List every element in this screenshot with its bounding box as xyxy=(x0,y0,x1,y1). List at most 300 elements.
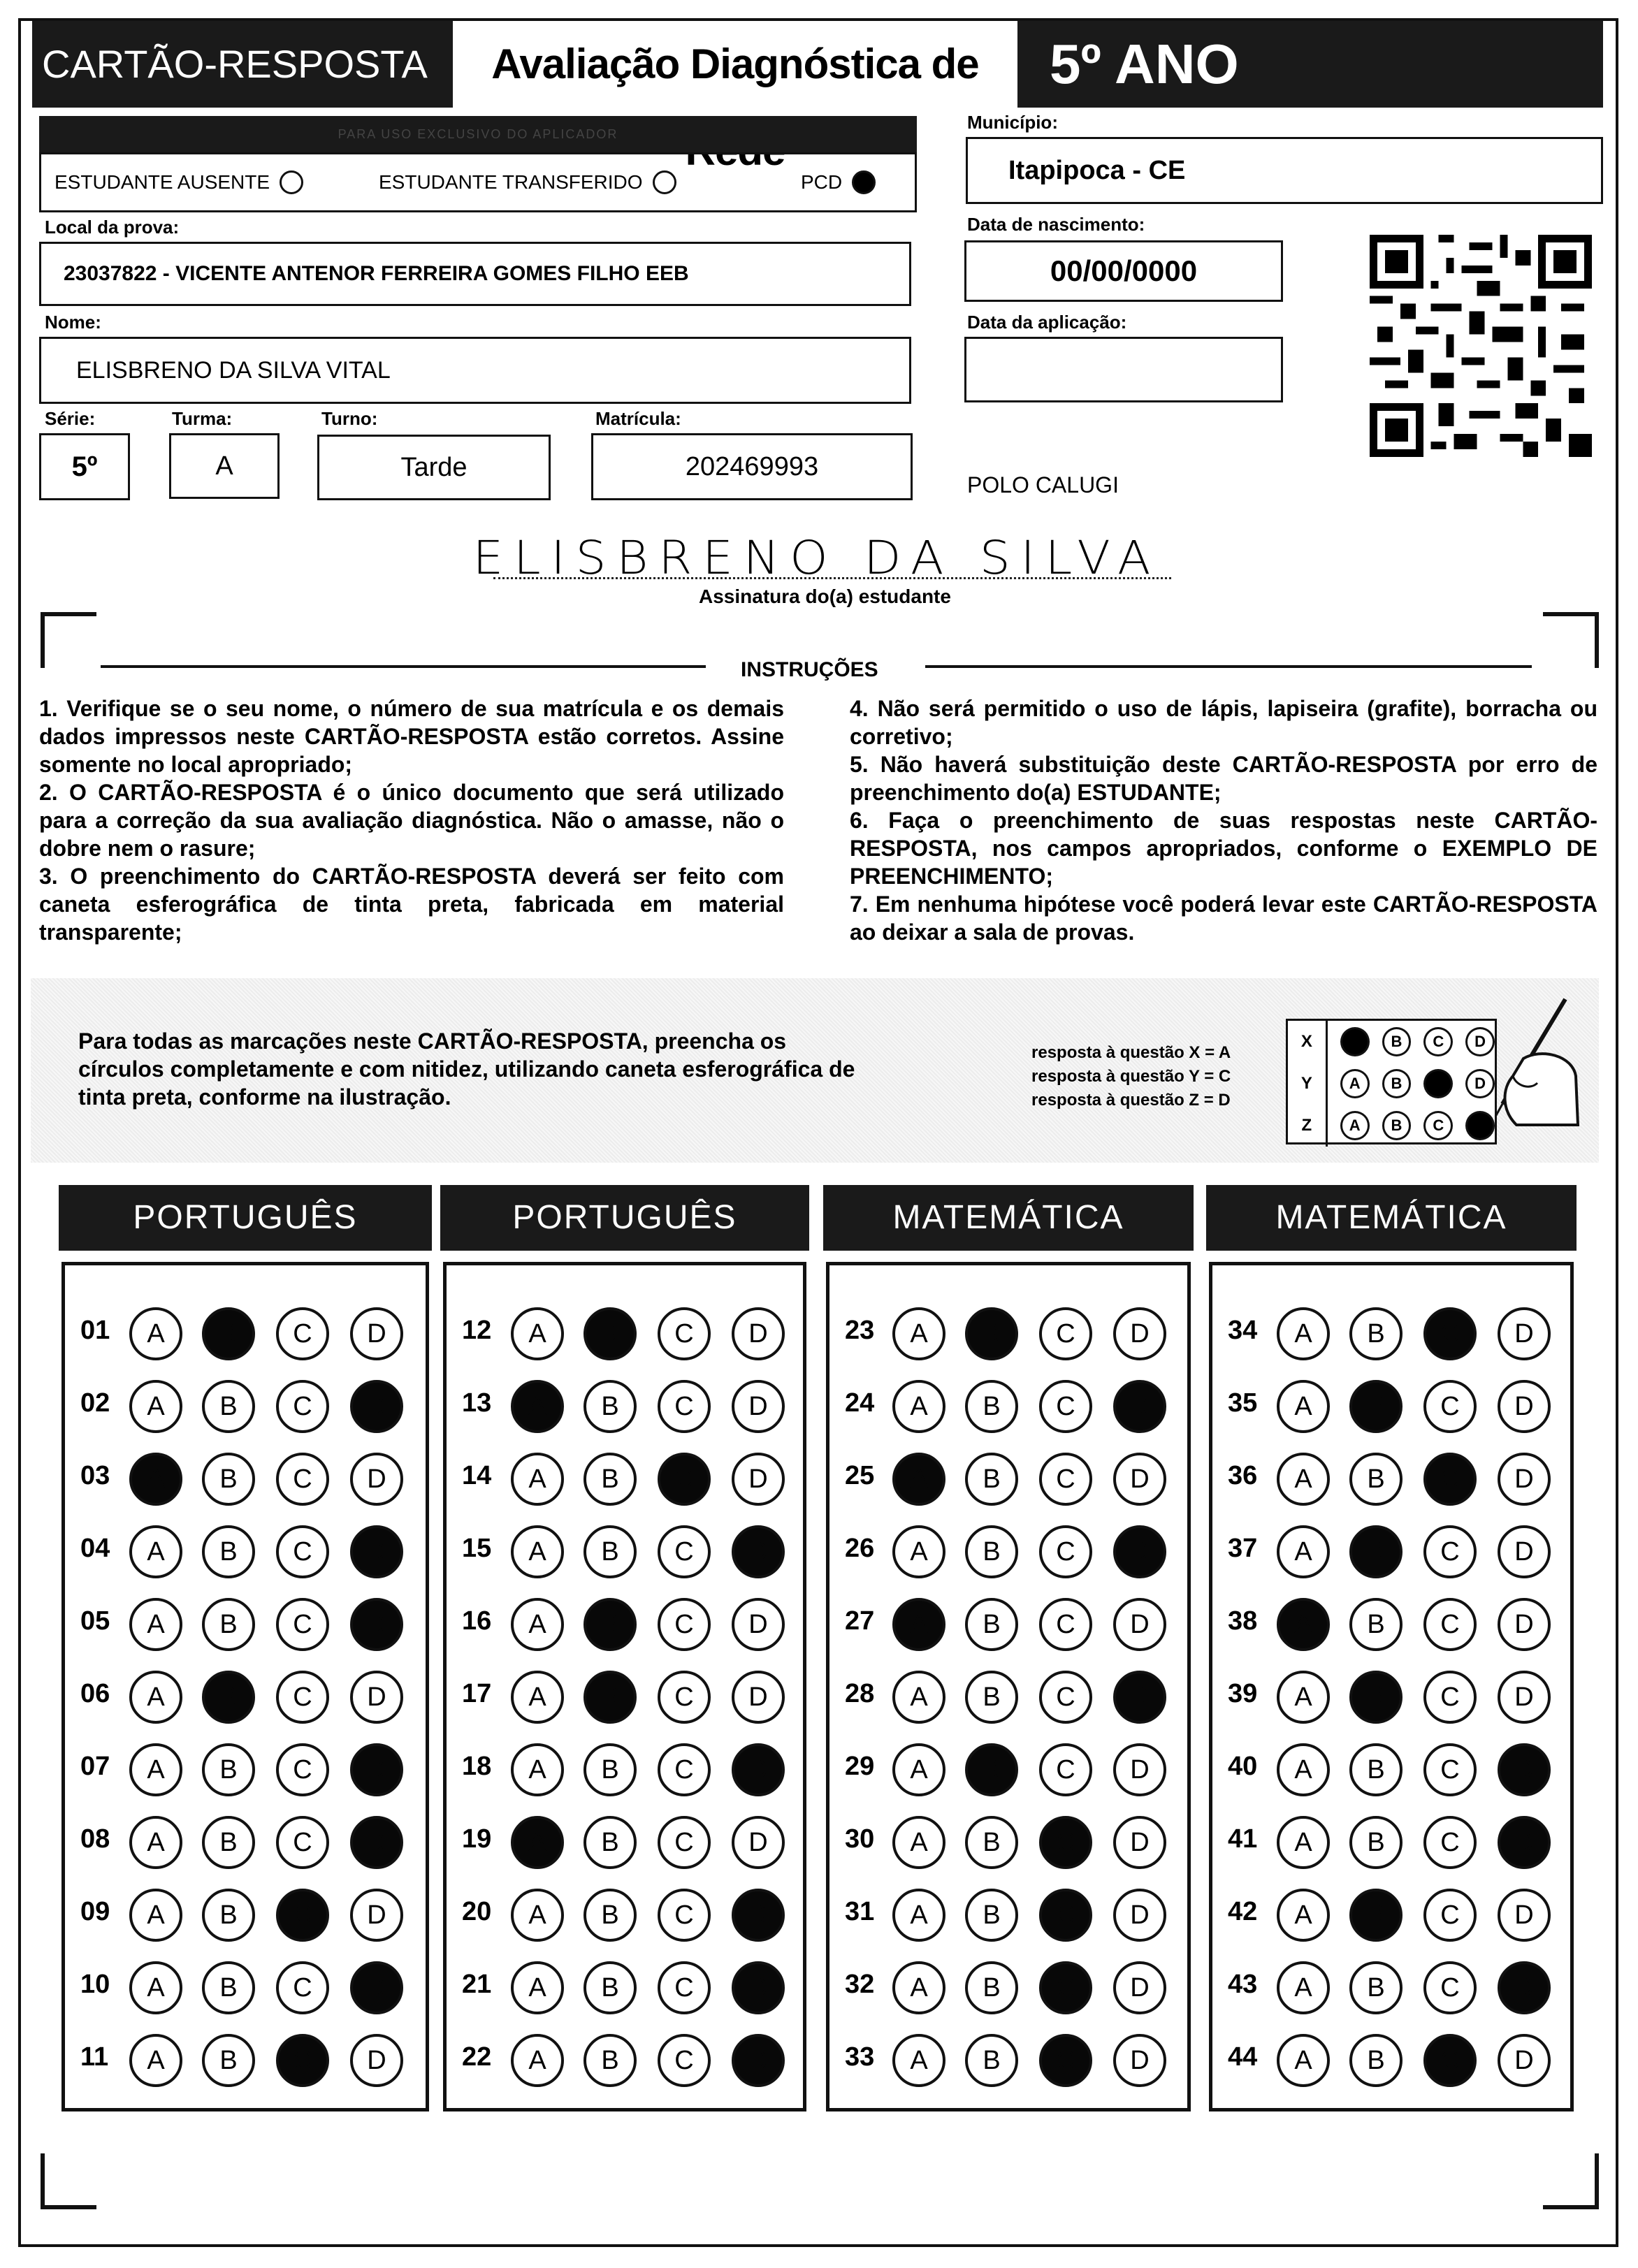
answer-bubble-d[interactable]: D xyxy=(732,1816,785,1869)
answer-bubble-a[interactable]: A xyxy=(892,1525,945,1578)
answer-bubble-b[interactable]: B xyxy=(1349,1525,1403,1578)
answer-bubble-b[interactable]: B xyxy=(1349,1453,1403,1506)
answer-bubble-b[interactable]: B xyxy=(965,2034,1018,2087)
answer-bubble-a[interactable]: A xyxy=(511,1816,564,1869)
question-number: 01 xyxy=(80,1316,110,1345)
answer-bubble-a[interactable]: A xyxy=(1277,1889,1330,1942)
instruction-item: 2. O CARTÃO-RESPOSTA é o único documento que será utilizado para a correção da sua avaliação diagnóstica. Não o amasse, não o dobre nem o rasure; xyxy=(39,780,784,861)
answer-bubble-c[interactable]: C xyxy=(658,1598,711,1651)
example-bubble-c: C xyxy=(1423,1069,1453,1098)
answer-bubble-c[interactable]: C xyxy=(276,1453,329,1506)
question-row xyxy=(1212,1808,1570,1870)
answer-bubble-a[interactable]: A xyxy=(511,2034,564,2087)
answer-box xyxy=(1209,1262,1574,2111)
aplicacao-label: Data da aplicação: xyxy=(967,312,1127,333)
answer-bubble-d[interactable]: D xyxy=(1498,1961,1551,2014)
answer-bubble-d[interactable]: D xyxy=(350,1380,403,1433)
question-row xyxy=(1212,1590,1570,1652)
answer-bubble-c[interactable]: C xyxy=(1423,1816,1477,1869)
answer-bubble-d[interactable]: D xyxy=(1498,1816,1551,1869)
answer-bubble-b[interactable]: B xyxy=(584,1380,637,1433)
answer-bubble-b[interactable]: B xyxy=(584,1453,637,1506)
question-row xyxy=(1212,2026,1570,2088)
question-row xyxy=(829,1735,1187,1798)
answer-bubble-a[interactable]: A xyxy=(892,1816,945,1869)
answer-bubble-b[interactable]: B xyxy=(1349,1380,1403,1433)
example-bubble-c: C xyxy=(1423,1027,1453,1056)
student-signature: ELISBRENO DA SILVA xyxy=(472,531,1161,585)
hand-pen-icon xyxy=(1474,992,1579,1132)
answer-bubble-a[interactable]: A xyxy=(892,1743,945,1796)
answer-bubble-a[interactable]: A xyxy=(1277,1598,1330,1651)
answer-bubble-d[interactable]: D xyxy=(1113,1743,1166,1796)
question-number: 39 xyxy=(1228,1679,1258,1708)
answer-bubble-b[interactable]: B xyxy=(1349,1671,1403,1724)
answer-bubble-c[interactable]: C xyxy=(658,1961,711,2014)
answer-bubble-c[interactable]: C xyxy=(1039,1961,1092,2014)
answer-bubble-d[interactable]: D xyxy=(732,1743,785,1796)
answer-bubble-c[interactable]: C xyxy=(1423,1671,1477,1724)
answer-bubble-a[interactable]: A xyxy=(129,1453,182,1506)
answer-bubble-d[interactable]: D xyxy=(1113,1961,1166,2014)
answer-bubble-c[interactable]: C xyxy=(658,1380,711,1433)
answer-bubble-c[interactable]: C xyxy=(658,1671,711,1724)
answer-bubble-c[interactable]: C xyxy=(276,1961,329,2014)
answer-bubble-c[interactable]: C xyxy=(1423,1307,1477,1360)
answer-bubble-d[interactable]: D xyxy=(350,1307,403,1360)
answer-bubble-c[interactable]: C xyxy=(276,1380,329,1433)
nome-value: ELISBRENO DA SILVA VITAL xyxy=(76,356,391,384)
answer-bubble-d[interactable]: D xyxy=(1113,1307,1166,1360)
question-row xyxy=(829,1444,1187,1507)
question-number: 22 xyxy=(462,2042,492,2072)
instructions-rule-left xyxy=(101,665,706,668)
question-number: 17 xyxy=(462,1679,492,1708)
answer-bubble-b[interactable]: B xyxy=(1349,1307,1403,1360)
answer-bubble-a[interactable]: A xyxy=(129,1889,182,1942)
question-number: 16 xyxy=(462,1606,492,1636)
answer-bubble-a[interactable]: A xyxy=(129,1671,182,1724)
grade-badge: 5º ANO xyxy=(1050,33,1239,95)
answer-bubble-a[interactable]: A xyxy=(511,1307,564,1360)
answer-bubble-c[interactable]: C xyxy=(1039,1671,1092,1724)
question-number: 31 xyxy=(845,1897,875,1926)
answer-bubble-d[interactable]: D xyxy=(1498,1380,1551,1433)
answer-bubble-d[interactable]: D xyxy=(350,1743,403,1796)
answer-bubble-b[interactable]: B xyxy=(202,1961,255,2014)
answer-bubble-a[interactable]: A xyxy=(511,1453,564,1506)
answer-bubble-c[interactable]: C xyxy=(1423,1525,1477,1578)
question-number: 43 xyxy=(1228,1970,1258,1999)
answer-bubble-d[interactable]: D xyxy=(350,1816,403,1869)
question-row xyxy=(65,1299,426,1362)
answer-bubble-c[interactable]: C xyxy=(276,2034,329,2087)
answer-bubble-d[interactable]: D xyxy=(732,1889,785,1942)
nome-label: Nome: xyxy=(45,312,101,333)
answer-bubble-a[interactable]: A xyxy=(892,1453,945,1506)
answer-bubble-b[interactable]: B xyxy=(202,1525,255,1578)
answer-bubble-a[interactable]: A xyxy=(129,1380,182,1433)
answer-bubble-b[interactable]: B xyxy=(584,1525,637,1578)
serie-label: Série: xyxy=(45,408,96,429)
answer-bubble-c[interactable]: C xyxy=(1039,1525,1092,1578)
transferred-radio[interactable] xyxy=(653,170,676,194)
question-row xyxy=(65,1372,426,1434)
answer-bubble-a[interactable]: A xyxy=(1277,1671,1330,1724)
question-number: 27 xyxy=(845,1606,875,1636)
status-pcd[interactable] xyxy=(801,170,876,194)
answer-bubble-b[interactable]: B xyxy=(1349,1889,1403,1942)
question-number: 08 xyxy=(80,1824,110,1854)
question-number: 21 xyxy=(462,1970,492,1999)
question-number: 20 xyxy=(462,1897,492,1926)
question-number: 30 xyxy=(845,1824,875,1854)
answer-bubble-b[interactable]: B xyxy=(202,1453,255,1506)
answer-bubble-b[interactable]: B xyxy=(1349,1961,1403,2014)
instructions-title: INSTRUÇÕES xyxy=(741,658,878,681)
answer-bubble-b[interactable]: B xyxy=(584,1961,637,2014)
answer-bubble-b[interactable]: B xyxy=(965,1889,1018,1942)
answer-bubble-a[interactable]: A xyxy=(129,1307,182,1360)
answer-bubble-c[interactable]: C xyxy=(1039,2034,1092,2087)
exam-title: Avaliação Diagnóstica de xyxy=(453,21,1017,108)
answer-bubble-b[interactable]: B xyxy=(965,1743,1018,1796)
answer-bubble-a[interactable]: A xyxy=(511,1671,564,1724)
question-row xyxy=(447,1444,803,1507)
answer-bubble-c[interactable]: C xyxy=(1039,1598,1092,1651)
turno-value: Tarde xyxy=(400,452,468,482)
answer-bubble-d[interactable]: D xyxy=(1498,1525,1551,1578)
answer-bubble-d[interactable]: D xyxy=(1498,1453,1551,1506)
answer-bubble-d[interactable]: D xyxy=(1113,1380,1166,1433)
question-row xyxy=(65,1880,426,1943)
answer-bubble-a[interactable]: A xyxy=(129,1525,182,1578)
answer-bubble-d[interactable]: D xyxy=(732,2034,785,2087)
answer-bubble-b[interactable]: B xyxy=(202,1671,255,1724)
question-number: 10 xyxy=(80,1970,110,1999)
answer-bubble-b[interactable]: B xyxy=(965,1816,1018,1869)
answer-bubble-d[interactable]: D xyxy=(1498,1889,1551,1942)
example-bubble-d: D xyxy=(1465,1027,1495,1056)
answer-bubble-d[interactable]: D xyxy=(1498,1598,1551,1651)
question-number: 33 xyxy=(845,2042,875,2072)
example-bubble-b: B xyxy=(1382,1069,1412,1098)
answer-bubble-b[interactable]: B xyxy=(202,1307,255,1360)
answer-bubble-b[interactable]: B xyxy=(584,1671,637,1724)
answer-bubble-d[interactable]: D xyxy=(1113,1525,1166,1578)
answer-bubble-b[interactable]: B xyxy=(584,1889,637,1942)
answer-bubble-d[interactable]: D xyxy=(732,1525,785,1578)
answer-bubble-a[interactable]: A xyxy=(129,1743,182,1796)
answer-bubble-c[interactable]: C xyxy=(658,1816,711,1869)
question-row xyxy=(1212,1372,1570,1434)
question-row xyxy=(829,1299,1187,1362)
answer-bubble-b[interactable]: B xyxy=(584,1307,637,1360)
answer-bubble-d[interactable]: D xyxy=(732,1453,785,1506)
answer-bubble-d[interactable]: D xyxy=(1113,1598,1166,1651)
answer-bubble-a[interactable]: A xyxy=(892,1307,945,1360)
answer-bubble-c[interactable]: C xyxy=(276,1671,329,1724)
answer-bubble-c[interactable]: C xyxy=(276,1743,329,1796)
answer-bubble-c[interactable]: C xyxy=(276,1525,329,1578)
answer-bubble-a[interactable]: A xyxy=(1277,2034,1330,2087)
answer-bubble-b[interactable]: B xyxy=(965,1525,1018,1578)
question-row xyxy=(829,1880,1187,1943)
answer-bubble-b[interactable]: B xyxy=(202,2034,255,2087)
legend-line: resposta à questão Z = D xyxy=(1031,1091,1231,1110)
answer-bubble-a[interactable]: A xyxy=(892,1889,945,1942)
answer-bubble-c[interactable]: C xyxy=(1423,1743,1477,1796)
matricula-value: 202469993 xyxy=(685,451,819,481)
subject-header: PORTUGUÊS xyxy=(59,1185,432,1251)
answer-bubble-b[interactable]: B xyxy=(1349,1743,1403,1796)
answer-bubble-c[interactable]: C xyxy=(1423,2034,1477,2087)
answer-bubble-a[interactable]: A xyxy=(511,1961,564,2014)
answer-bubble-d[interactable]: D xyxy=(732,1598,785,1651)
answer-bubble-b[interactable]: B xyxy=(965,1380,1018,1433)
answer-bubble-b[interactable]: B xyxy=(584,1816,637,1869)
answer-bubble-c[interactable]: C xyxy=(276,1816,329,1869)
question-row xyxy=(1212,1517,1570,1580)
question-number: 40 xyxy=(1228,1752,1258,1781)
answer-bubble-d[interactable]: D xyxy=(1498,1743,1551,1796)
answer-bubble-d[interactable]: D xyxy=(1113,2034,1166,2087)
instruction-item: 3. O preenchimento do CARTÃO-RESPOSTA deverá ser feito com caneta esferográfica de tinta preta, fabricada em material transparente; xyxy=(39,864,784,945)
question-row xyxy=(447,1299,803,1362)
answer-bubble-b[interactable]: B xyxy=(584,1598,637,1651)
answer-bubble-a[interactable]: A xyxy=(129,1816,182,1869)
answer-bubble-c[interactable]: C xyxy=(658,1889,711,1942)
corner-mark-tl xyxy=(41,612,96,668)
question-number: 26 xyxy=(845,1534,875,1563)
answer-bubble-c[interactable]: C xyxy=(276,1889,329,1942)
answer-bubble-c[interactable]: C xyxy=(658,1453,711,1506)
answer-bubble-b[interactable]: B xyxy=(1349,1816,1403,1869)
question-number: 32 xyxy=(845,1970,875,1999)
answer-bubble-c[interactable]: C xyxy=(1423,1598,1477,1651)
answer-bubble-d[interactable]: D xyxy=(350,1671,403,1724)
answer-bubble-a[interactable]: A xyxy=(1277,1307,1330,1360)
answer-box xyxy=(826,1262,1191,2111)
answer-bubble-c[interactable]: C xyxy=(1039,1307,1092,1360)
question-number: 02 xyxy=(80,1388,110,1418)
turma-value: A xyxy=(215,451,233,481)
answer-bubble-a[interactable]: A xyxy=(1277,1525,1330,1578)
local-prova-field xyxy=(39,242,911,306)
example-bubble-b: B xyxy=(1382,1111,1412,1140)
answer-bubble-a[interactable]: A xyxy=(892,1671,945,1724)
question-row xyxy=(447,1953,803,2016)
answer-bubble-b[interactable]: B xyxy=(1349,1598,1403,1651)
answer-box xyxy=(61,1262,429,2111)
answer-bubble-a[interactable]: A xyxy=(511,1380,564,1433)
nome-field xyxy=(39,337,911,404)
question-number: 07 xyxy=(80,1752,110,1781)
question-number: 23 xyxy=(845,1316,875,1345)
example-bubble-b: B xyxy=(1382,1027,1412,1056)
question-number: 25 xyxy=(845,1461,875,1490)
question-row xyxy=(1212,1953,1570,2016)
answer-bubble-c[interactable]: C xyxy=(658,2034,711,2087)
example-bubble-d: D xyxy=(1465,1111,1495,1140)
answer-bubble-d[interactable]: D xyxy=(1113,1671,1166,1724)
nascimento-value: 00/00/0000 xyxy=(1050,254,1198,287)
example-bubble-d: D xyxy=(1465,1069,1495,1098)
answer-bubble-b[interactable]: B xyxy=(584,2034,637,2087)
instruction-item: 6. Faça o preenchimento de suas respostas neste CARTÃO-RESPOSTA, nos campos apropriados, conforme o EXEMPLO DE PREENCHIMENTO; xyxy=(850,808,1597,889)
answer-bubble-a[interactable]: A xyxy=(892,1380,945,1433)
answer-bubble-d[interactable]: D xyxy=(350,1525,403,1578)
answer-bubble-c[interactable]: C xyxy=(276,1598,329,1651)
answer-box xyxy=(443,1262,806,2111)
instruction-item: 5. Não haverá substituição deste CARTÃO-RESPOSTA por erro de preenchimento do(a) ESTUDANTE; xyxy=(850,752,1597,805)
answer-bubble-b[interactable]: B xyxy=(965,1961,1018,2014)
turma-label: Turma: xyxy=(172,408,233,429)
answer-bubble-d[interactable]: D xyxy=(732,1961,785,2014)
answer-bubble-d[interactable]: D xyxy=(1498,1307,1551,1360)
question-number: 09 xyxy=(80,1897,110,1926)
example-grid xyxy=(1286,1019,1497,1144)
turma-field xyxy=(169,433,280,499)
turno-field xyxy=(317,435,551,500)
answer-bubble-a[interactable]: A xyxy=(892,1598,945,1651)
answer-bubble-a[interactable]: A xyxy=(1277,1453,1330,1506)
question-row xyxy=(447,1880,803,1943)
pcd-radio[interactable] xyxy=(852,170,876,194)
subject-header: PORTUGUÊS xyxy=(440,1185,809,1251)
municipio-value: Itapipoca - CE xyxy=(1008,155,1186,185)
answer-bubble-b[interactable]: B xyxy=(965,1453,1018,1506)
question-number: 15 xyxy=(462,1534,492,1563)
answer-bubble-b[interactable]: B xyxy=(965,1598,1018,1651)
answer-bubble-b[interactable]: B xyxy=(202,1889,255,1942)
answer-bubble-c[interactable]: C xyxy=(658,1307,711,1360)
question-row xyxy=(829,1372,1187,1434)
example-question-letter: Z xyxy=(1288,1105,1328,1147)
answer-bubble-d[interactable]: D xyxy=(1498,1671,1551,1724)
question-number: 19 xyxy=(462,1824,492,1854)
absent-radio[interactable] xyxy=(280,170,303,194)
answer-bubble-a[interactable]: A xyxy=(892,2034,945,2087)
answer-bubble-c[interactable]: C xyxy=(276,1307,329,1360)
answer-bubble-a[interactable]: A xyxy=(511,1743,564,1796)
municipio-label: Município: xyxy=(967,112,1058,133)
instruction-item: 1. Verifique se o seu nome, o número de sua matrícula e os demais dados impressos neste CARTÃO-RESPOSTA estão corretos. Assine somente no local apropriado; xyxy=(39,696,784,777)
example-legend xyxy=(1031,1041,1231,1112)
answer-bubble-c[interactable]: C xyxy=(1039,1453,1092,1506)
answer-bubble-d[interactable]: D xyxy=(732,1307,785,1360)
pcd-label: PCD xyxy=(801,171,843,193)
answer-bubble-c[interactable]: C xyxy=(1423,1380,1477,1433)
answer-bubble-d[interactable]: D xyxy=(350,1961,403,2014)
card-title: CARTÃO-RESPOSTA xyxy=(42,42,428,86)
answer-bubble-d[interactable]: D xyxy=(1113,1816,1166,1869)
answer-bubble-d[interactable]: D xyxy=(732,1671,785,1724)
answer-bubble-c[interactable]: C xyxy=(1423,1453,1477,1506)
question-row xyxy=(65,2026,426,2088)
answer-bubble-b[interactable]: B xyxy=(1349,2034,1403,2087)
corner-mark-tr xyxy=(1543,612,1599,668)
answer-bubble-a[interactable]: A xyxy=(511,1889,564,1942)
answer-bubble-c[interactable]: C xyxy=(1423,1889,1477,1942)
transferred-label: ESTUDANTE TRANSFERIDO xyxy=(379,171,643,193)
question-row xyxy=(1212,1880,1570,1943)
nascimento-field xyxy=(964,240,1283,302)
answer-bubble-b[interactable]: B xyxy=(202,1598,255,1651)
answer-bubble-a[interactable]: A xyxy=(1277,1380,1330,1433)
question-number: 04 xyxy=(80,1534,110,1563)
answer-bubble-c[interactable]: C xyxy=(658,1525,711,1578)
answer-bubble-c[interactable]: C xyxy=(1039,1889,1092,1942)
answer-bubble-b[interactable]: B xyxy=(202,1743,255,1796)
applicator-bar: PARA USO EXCLUSIVO DO APLICADOR xyxy=(39,116,917,152)
question-row xyxy=(829,1662,1187,1725)
answer-bubble-a[interactable]: A xyxy=(511,1598,564,1651)
municipio-field xyxy=(966,137,1603,204)
answer-bubble-b[interactable]: B xyxy=(202,1816,255,1869)
answer-bubble-b[interactable]: B xyxy=(965,1671,1018,1724)
answer-bubble-a[interactable]: A xyxy=(892,1961,945,2014)
example-bubble-c: C xyxy=(1423,1111,1453,1140)
answer-bubble-a[interactable]: A xyxy=(129,1598,182,1651)
answer-bubble-c[interactable]: C xyxy=(1039,1743,1092,1796)
answer-bubble-a[interactable]: A xyxy=(1277,1816,1330,1869)
example-row xyxy=(1288,1063,1495,1105)
answer-bubble-d[interactable]: D xyxy=(1113,1453,1166,1506)
question-number: 36 xyxy=(1228,1461,1258,1490)
answer-bubble-b[interactable]: B xyxy=(584,1743,637,1796)
answer-bubble-a[interactable]: A xyxy=(129,2034,182,2087)
answer-bubble-c[interactable]: C xyxy=(1039,1816,1092,1869)
local-prova-label: Local da prova: xyxy=(45,217,180,238)
matricula-field xyxy=(591,433,913,500)
local-prova-value: 23037822 - VICENTE ANTENOR FERREIRA GOMES FILHO EEB xyxy=(64,262,689,285)
answer-bubble-d[interactable]: D xyxy=(350,1453,403,1506)
question-number: 28 xyxy=(845,1679,875,1708)
question-row xyxy=(1212,1662,1570,1725)
serie-value: 5º xyxy=(71,451,98,482)
answer-bubble-d[interactable]: D xyxy=(1498,2034,1551,2087)
question-number: 42 xyxy=(1228,1897,1258,1926)
answer-bubble-d[interactable]: D xyxy=(732,1380,785,1433)
answer-bubble-a[interactable]: A xyxy=(1277,1961,1330,2014)
answer-bubble-c[interactable]: C xyxy=(658,1743,711,1796)
answer-bubble-d[interactable]: D xyxy=(350,1889,403,1942)
example-row xyxy=(1288,1021,1495,1063)
answer-bubble-d[interactable]: D xyxy=(1113,1889,1166,1942)
answer-bubble-b[interactable]: B xyxy=(965,1307,1018,1360)
question-number: 14 xyxy=(462,1461,492,1490)
question-number: 03 xyxy=(80,1461,110,1490)
status-transferred[interactable] xyxy=(379,170,676,194)
answer-bubble-b[interactable]: B xyxy=(202,1380,255,1433)
status-absent[interactable] xyxy=(55,170,303,194)
answer-bubble-c[interactable]: C xyxy=(1423,1961,1477,2014)
answer-bubble-a[interactable]: A xyxy=(129,1961,182,2014)
answer-bubble-c[interactable]: C xyxy=(1039,1380,1092,1433)
answer-bubble-d[interactable]: D xyxy=(350,1598,403,1651)
question-row xyxy=(65,1735,426,1798)
question-row xyxy=(65,1444,426,1507)
answer-bubble-d[interactable]: D xyxy=(350,2034,403,2087)
question-row xyxy=(65,1662,426,1725)
turno-label: Turno: xyxy=(321,408,378,429)
answer-bubble-a[interactable]: A xyxy=(511,1525,564,1578)
example-bubble-a: A xyxy=(1340,1069,1370,1098)
nascimento-label: Data de nascimento: xyxy=(967,214,1145,235)
answer-bubble-a[interactable]: A xyxy=(1277,1743,1330,1796)
question-row xyxy=(829,1808,1187,1870)
